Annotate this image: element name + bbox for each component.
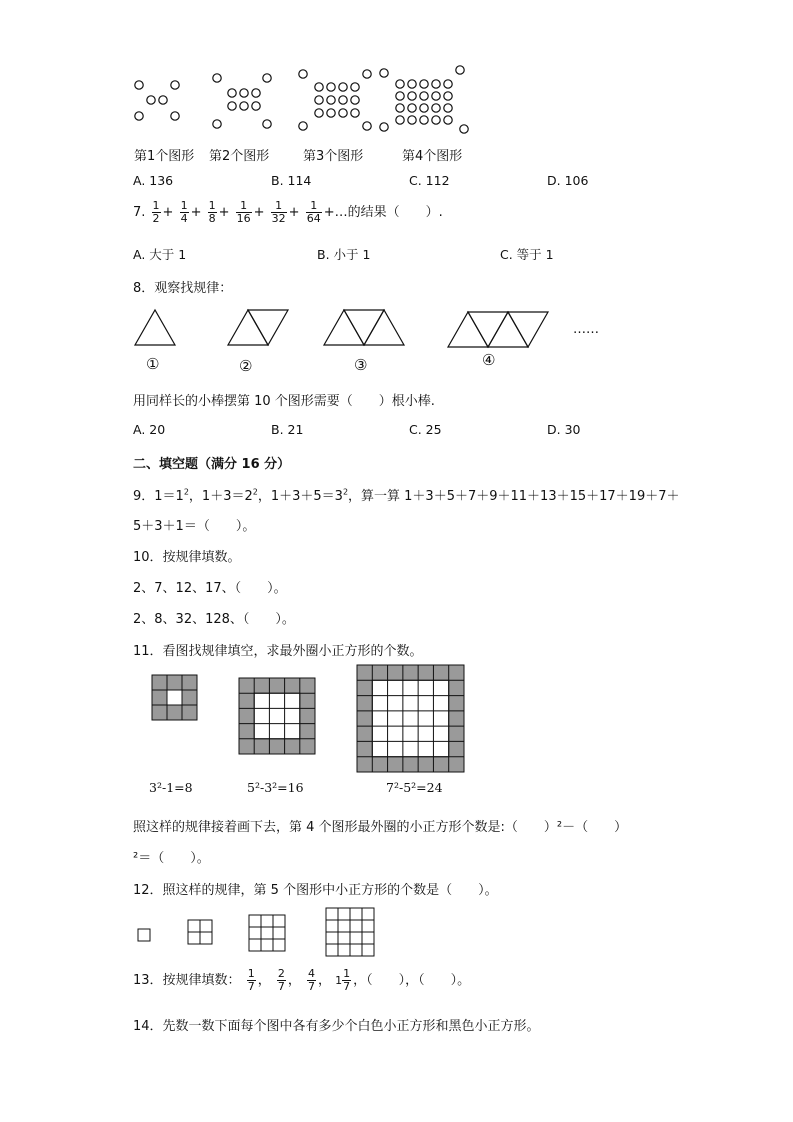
q7-line: 7. $\frac{1}{2}$ + $\frac{1}{4}$ + $\frac{1}{8}$ + $\frac{1}{16}$ + $\frac{1}{32}$ + $\frac{1}{64}$ +…的结果（ ）.	[133, 199, 443, 225]
q6-fig-label-1: 第1个图形	[134, 149, 195, 164]
q8-option-b[interactable]: B. 21	[271, 422, 304, 437]
q7-fraction-4: $\frac{1}{16}$	[236, 199, 251, 225]
q9-sup-3: 2	[342, 487, 349, 497]
q8-fig-label-1: ①	[146, 355, 160, 373]
q8-stem: 8．观察找规律：	[133, 281, 233, 296]
q10-line-1: 2、7、12、17、（ ）。	[133, 581, 287, 596]
q7-fraction-2: $\frac{1}{4}$	[180, 199, 188, 225]
q7-option-b[interactable]: B. 小于 1	[317, 247, 371, 262]
q9-part-4: ，算一算 1＋3＋5＋7＋9＋11＋13＋15＋17＋19＋7＋	[348, 489, 680, 504]
q6-fig-label-3: 第3个图形	[303, 149, 364, 164]
q7-fraction-5: $\frac{1}{32}$	[271, 199, 286, 225]
q13-whole-4: 1	[335, 974, 343, 987]
q13-fraction-4: $\frac{1}{7}$	[343, 967, 351, 993]
q13-fraction-1: $\frac{1}{7}$	[247, 967, 255, 993]
q6-option-b[interactable]: B. 114	[271, 173, 312, 188]
q8-triangle-figures	[0, 305, 793, 365]
q10-stem: 10．按规律填数。	[133, 550, 241, 565]
q8-fig-label-4: ④	[482, 351, 496, 369]
q10-line-2: 2、8、32、128、（ ）。	[133, 612, 295, 627]
q7-number: 7.	[133, 205, 146, 220]
q7-tail: +…的结果（ ）.	[323, 205, 443, 220]
q13-fraction-3: $\frac{4}{7}$	[307, 967, 315, 993]
q11-square-figure-2	[239, 678, 319, 758]
q11-square-figure-1	[152, 675, 200, 723]
q8-option-c[interactable]: C. 25	[409, 422, 442, 437]
q7-option-c[interactable]: C. 等于 1	[500, 247, 554, 262]
q12-stem: 12．照这样的规律，第 5 个图形中小正方形的个数是（ ）。	[133, 883, 498, 898]
q6-fig-label-2: 第2个图形	[209, 149, 270, 164]
q6-option-c[interactable]: C. 112	[409, 173, 450, 188]
q13-number: 13．按规律填数：	[133, 973, 241, 988]
q9-part-2: ，1＋3＝2	[188, 489, 253, 504]
q13-line: 13．按规律填数： $\frac{1}{7}$ ， $\frac{2}{7}$ ， $\frac{4}{7}$ ， 1 $\frac{1}{7}$ ，（ ），（ ）。	[133, 967, 471, 993]
q8-ellipsis: ……	[573, 322, 599, 337]
q13-fraction-2: $\frac{2}{7}$	[277, 967, 285, 993]
section-2-title: 二、填空题（满分 16 分）	[133, 457, 291, 472]
q6-dot-figures	[0, 0, 793, 140]
q11-fig-label-1: 3²-1=8	[149, 780, 193, 795]
q9-sup-2: 2	[252, 487, 258, 497]
q11-line-2: ²＝（ ）。	[133, 851, 210, 866]
q7-fraction-3: $\frac{1}{8}$	[208, 199, 216, 225]
q11-fig-label-3: 7²-5²=24	[386, 780, 443, 795]
q8-question: 用同样长的小棒摆第 10 个图形需要（ ）根小棒.	[133, 394, 435, 409]
q11-fig-label-2: 5²-3²=16	[247, 780, 304, 795]
q6-fig-label-4: 第4个图形	[402, 149, 463, 164]
q8-fig-label-2: ②	[239, 357, 253, 375]
q6-option-a[interactable]: A. 136	[133, 173, 174, 188]
q11-stem: 11．看图找规律填空，求最外圈小正方形的个数。	[133, 644, 423, 659]
q8-option-d[interactable]: D. 30	[547, 422, 581, 437]
q14-stem: 14．先数一数下面每个图中各有多少个白色小正方形和黑色小正方形。	[133, 1019, 540, 1034]
q7-option-a[interactable]: A. 大于 1	[133, 247, 187, 262]
q11-square-figure-3	[357, 665, 467, 775]
q12-grid-figures	[0, 905, 793, 965]
q7-fraction-6: $\frac{1}{64}$	[306, 199, 321, 225]
q9-line-1	[133, 485, 680, 504]
q6-option-d[interactable]: D. 106	[547, 173, 589, 188]
q9-part-1: 9．1＝1	[133, 489, 184, 504]
q11-line-1: 照这样的规律接着画下去，第 4 个图形最外圈的小正方形个数是:（ ）²－（ ）	[133, 820, 628, 835]
q13-tail: ，（ ），（ ）。	[353, 973, 471, 988]
q9-part-3: ，1＋3＋5＝3	[257, 489, 343, 504]
q8-fig-label-3: ③	[354, 356, 368, 374]
q8-option-a[interactable]: A. 20	[133, 422, 166, 437]
q9-line-2: 5＋3＋1＝（ ）。	[133, 519, 256, 534]
q7-fraction-1: $\frac{1}{2}$	[152, 199, 160, 225]
q9-sup-1: 2	[183, 487, 189, 497]
